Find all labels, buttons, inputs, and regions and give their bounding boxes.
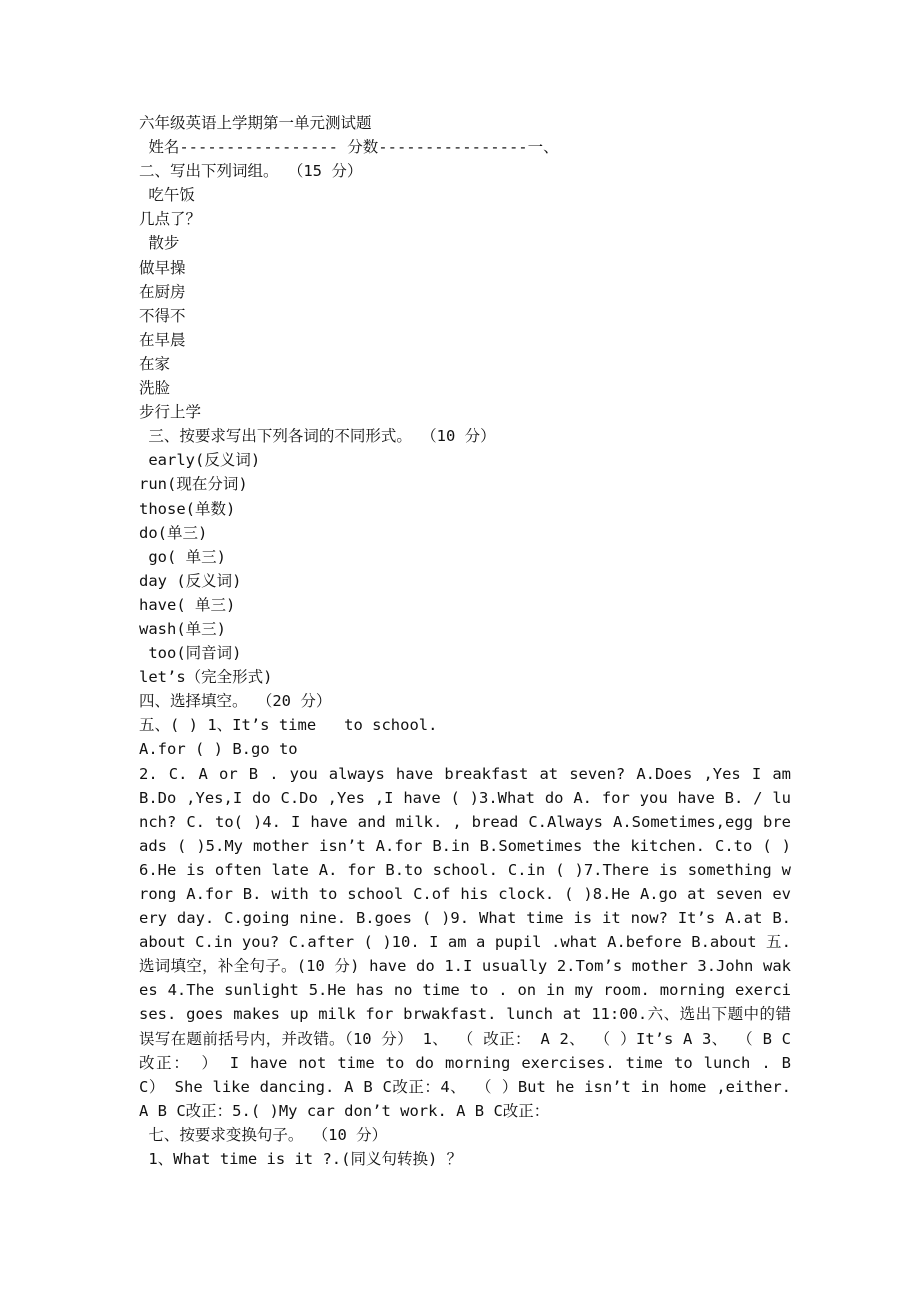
word-form-item: day (反义词) — [139, 571, 242, 590]
phrase-item: 在早晨 — [139, 330, 186, 349]
section-7-heading: 七、按要求变换句子。 （10 分） — [139, 1125, 388, 1144]
exercise-paragraph: 2. C. A or B . you always have breakfast at seven? A.Does ,Yes I am B.Do ,Yes,I do C.Do ,Yes ,I have ( )3.What do A. for you have B. / lunch? C. to( )4. I have and milk. , bread C.Always A.Sometimes,egg breads ( )5.My mother isn’t A.for B.in B.Sometimes the kitchen. C.to ( )6.He is often late A. for B.to school. C.in ( )7.There is something wrong A.for B. with to school C.of his clock. ( )8.He A.go at seven every day. C.going nine. B.goes ( )9. What time is it now? It’s A.at B. about C.in you? C.after ( )10. I am a pupil .what A.before B.about 五.选词填空，补全句子。(10 分) have do 1.I usually 2.Tom’s mother 3.John wakes 4.The sunlight 5.He has no time to . on in my room. morning exercises. goes makes up milk for brwakfast. lunch at 11:00.六、选出下题中的错误写在题前括号内，并改错。（10 分） 1、 （ 改正： A 2、 （ ）It’s A 3、 （ B C 改正： ） I have not time to do morning exercises. time to lunch . B C） She like dancing. A B C改正：4、 （ ）But he isn’t in home ,either. A B C改正：5.( )My car don’t work. A B C改正： — [139, 764, 791, 1120]
section-2-heading: 二、写出下列词组。 （15 分） — [139, 162, 363, 181]
word-form-item: do(单三) — [139, 523, 208, 542]
section-3-heading: 三、按要求写出下列各词的不同形式。 （10 分） — [139, 427, 496, 446]
word-form-item: go( 单三) — [139, 547, 226, 566]
section-5-line-1: 五、( ) 1、It’s time to school. — [139, 716, 438, 735]
phrase-item: 几点了？ — [139, 210, 202, 229]
word-form-item: wash(单三) — [139, 619, 226, 638]
phrase-item: 在家 — [139, 354, 171, 373]
phrase-item: 做早操 — [139, 258, 186, 277]
word-form-item: those(单数) — [139, 499, 236, 518]
document-title: 六年级英语上学期第一单元测试题 — [139, 114, 372, 132]
section-7-item-1: 1、What time is it ?.(同义句转换) ？ — [139, 1150, 463, 1169]
phrase-item: 步行上学 — [139, 403, 202, 422]
word-form-item: early(反义词) — [139, 451, 261, 470]
name-score-line: 姓名----------------- 分数----------------一、 — [139, 138, 559, 157]
phrase-item: 在厨房 — [139, 282, 186, 301]
word-form-item: have( 单三) — [139, 595, 236, 614]
phrase-item: 散步 — [139, 234, 180, 253]
word-form-item: let’s（完全形式) — [139, 668, 273, 687]
word-form-item: run(现在分词) — [139, 475, 248, 494]
word-form-item: too(同音词) — [139, 644, 242, 663]
section-5-line-2: A.for ( ) B.go to — [139, 740, 298, 759]
phrase-item: 洗脸 — [139, 379, 171, 398]
section-4-heading: 四、选择填空。 （20 分） — [139, 692, 332, 711]
phrase-item: 不得不 — [139, 306, 186, 325]
document-body — [139, 111, 791, 1171]
phrase-item: 吃午饭 — [139, 186, 195, 205]
